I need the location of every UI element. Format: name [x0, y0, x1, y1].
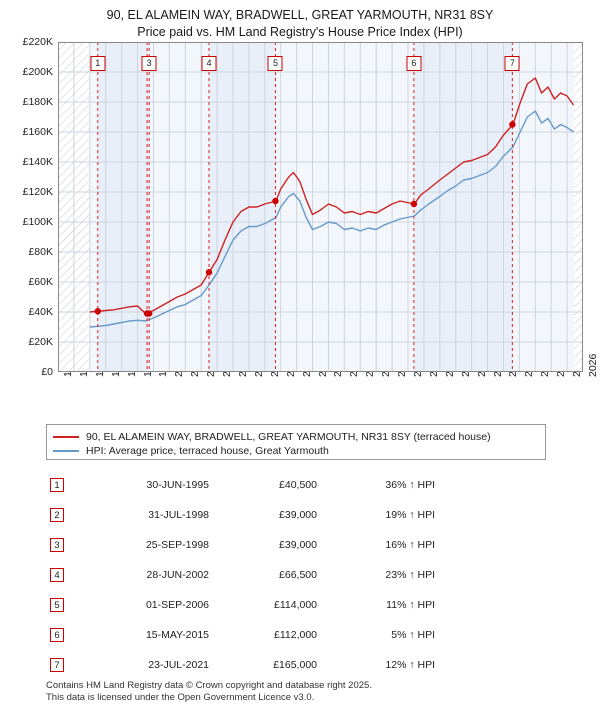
y-tick-label: £120K: [22, 186, 53, 198]
chart-marker-1: 1: [90, 56, 105, 71]
row-marker: 3: [50, 538, 64, 552]
row-price: £66,500: [279, 569, 317, 581]
chart-legend: [46, 424, 546, 460]
table-row: [46, 590, 554, 620]
row-date: 31-JUL-1998: [148, 509, 209, 521]
row-hpi: 5% ↑ HPI: [391, 629, 435, 641]
table-row: [46, 500, 554, 530]
legend-swatch-hpi: [53, 450, 79, 452]
row-date: 28-JUN-2002: [146, 569, 209, 581]
legend-item-hpi: [53, 444, 539, 457]
x-tick-label: 2026: [587, 353, 599, 377]
row-marker: 2: [50, 508, 64, 522]
row-price: £165,000: [273, 659, 317, 671]
row-price: £40,500: [279, 479, 317, 491]
table-row: [46, 560, 554, 590]
footer-line-2: This data is licensed under the Open Government Licence v3.0.: [46, 692, 315, 703]
row-date: 01-SEP-2006: [145, 599, 209, 611]
y-tick-label: £20K: [28, 336, 53, 348]
row-date: 25-SEP-1998: [145, 539, 209, 551]
row-hpi: 19% ↑ HPI: [385, 509, 435, 521]
row-price: £114,000: [273, 599, 317, 611]
page-title: [0, 0, 600, 41]
y-tick-label: £40K: [28, 306, 53, 318]
row-price: £39,000: [279, 509, 317, 521]
row-date: 30-JUN-1995: [146, 479, 209, 491]
row-date: 15-MAY-2015: [145, 629, 209, 641]
chart-svg: [58, 42, 583, 372]
row-hpi: 36% ↑ HPI: [385, 479, 435, 491]
chart-marker-7: 7: [505, 56, 520, 71]
row-hpi: 23% ↑ HPI: [385, 569, 435, 581]
row-marker: 6: [50, 628, 64, 642]
y-tick-label: £0: [41, 366, 53, 378]
chart: [0, 36, 600, 378]
y-tick-label: £60K: [28, 276, 53, 288]
title-line-2: Price paid vs. HM Land Registry's House Price Index (HPI): [137, 25, 463, 39]
legend-label-property: 90, EL ALAMEIN WAY, BRADWELL, GREAT YARMOUTH, NR31 8SY (terraced house): [86, 430, 491, 443]
table-row: [46, 470, 554, 500]
y-tick-label: £220K: [22, 36, 53, 48]
row-marker: 1: [50, 478, 64, 492]
footer-line-1: Contains HM Land Registry data © Crown copyright and database right 2025.: [46, 680, 372, 691]
row-hpi: 12% ↑ HPI: [385, 659, 435, 671]
legend-item-property: [53, 430, 539, 443]
footer: [46, 680, 372, 704]
chart-marker-3: 3: [142, 56, 157, 71]
row-price: £39,000: [279, 539, 317, 551]
plot-area: [58, 42, 583, 372]
row-marker: 4: [50, 568, 64, 582]
row-marker: 5: [50, 598, 64, 612]
table-row: [46, 650, 554, 680]
chart-marker-5: 5: [268, 56, 283, 71]
table-row: [46, 530, 554, 560]
title-line-1: 90, EL ALAMEIN WAY, BRADWELL, GREAT YARMOUTH, NR31 8SY: [106, 8, 494, 22]
legend-label-hpi: HPI: Average price, terraced house, Great Yarmouth: [86, 444, 329, 457]
y-tick-label: £160K: [22, 126, 53, 138]
chart-marker-4: 4: [201, 56, 216, 71]
legend-swatch-property: [53, 436, 79, 438]
y-tick-label: £80K: [28, 246, 53, 258]
y-tick-label: £180K: [22, 96, 53, 108]
row-price: £112,000: [273, 629, 317, 641]
chart-marker-6: 6: [406, 56, 421, 71]
row-marker: 7: [50, 658, 64, 672]
table-row: [46, 620, 554, 650]
row-hpi: 16% ↑ HPI: [385, 539, 435, 551]
y-tick-label: £100K: [22, 216, 53, 228]
y-tick-label: £140K: [22, 156, 53, 168]
row-date: 23-JUL-2021: [148, 659, 209, 671]
row-hpi: 11% ↑ HPI: [386, 599, 435, 611]
sales-table: [46, 470, 554, 680]
y-tick-label: £200K: [22, 66, 53, 78]
